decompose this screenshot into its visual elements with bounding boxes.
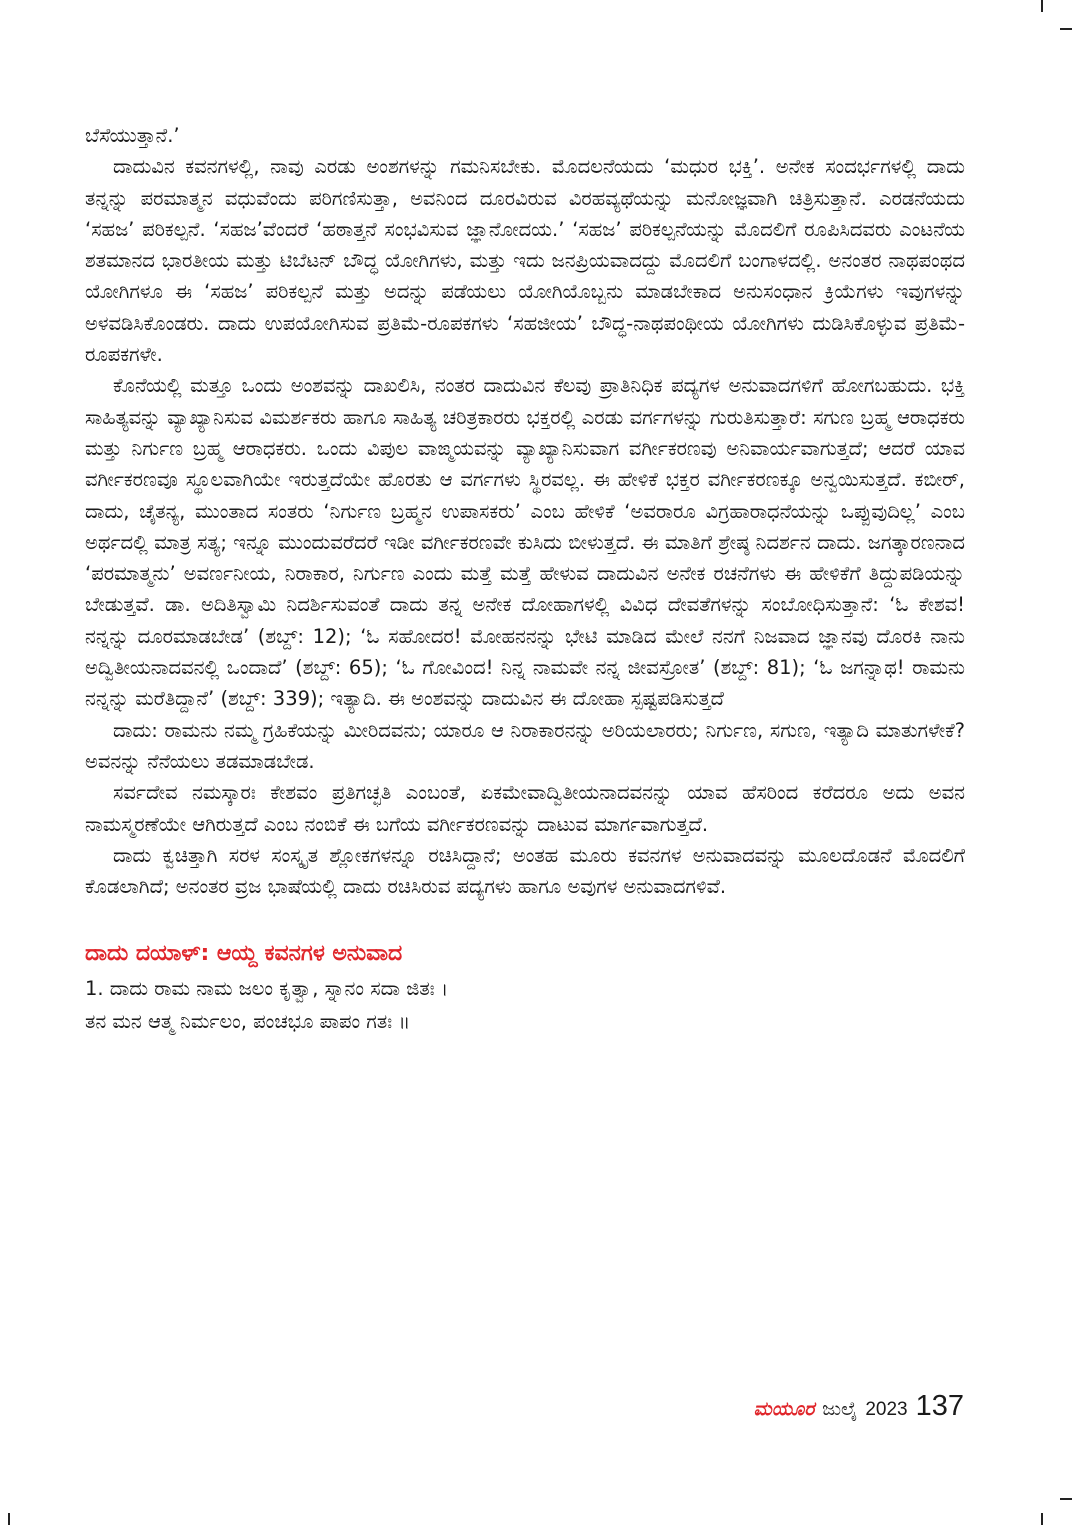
crop-mark: [1060, 28, 1072, 30]
crop-mark: [1041, 0, 1043, 12]
crop-mark: [1060, 1498, 1072, 1500]
paragraph: ದಾದುವಿನ ಕವನಗಳಲ್ಲಿ, ನಾವು ಎರಡು ಅಂಶಗಳನ್ನು ಗಮನಿಸಬೇಕು. ಮೊದಲನೆಯದು ‘ಮಧುರ ಭಕ್ತಿ’. ಅನೇಕ ಸಂದರ್ಭಗಳಲ್ಲಿ ದಾದು ತನ್ನನ್ನು ಪರಮಾತ್ಮನ ವಧುವೆಂದು ಪರಿಗಣಿಸುತ್ತಾ, ಅವನಿಂದ ದೂರವಿರುವ ವಿರಹವ್ಯಥೆಯನ್ನು ಮನೋಜ್ಞವಾಗಿ ಚಿತ್ರಿಸುತ್ತಾನೆ. ಎರಡನೆಯದು ‘ಸಹಜ’ ಪರಿಕಲ್ಪನೆ. ‘ಸಹಜ’ವೆಂದರೆ ‘ಹಠಾತ್ತನೆ ಸಂಭವಿಸುವ ಜ್ಞಾನೋದಯ.’ ‘ಸಹಜ’ ಪರಿಕಲ್ಪನೆಯನ್ನು ಮೊದಲಿಗೆ ರೂಪಿಸಿದವರು ಎಂಟನೆಯ ಶತಮಾನದ ಭಾರತೀಯ ಮತ್ತು ಟಿಬೆಟನ್ ಬೌದ್ಧ ಯೋಗಿಗಳು, ಮತ್ತು ಇದು ಜನಪ್ರಿಯವಾದದ್ದು ಮೊದಲಿಗೆ ಬಂಗಾಳದಲ್ಲಿ. ಅನಂತರ ನಾಥಪಂಥದ ಯೋಗಿಗಳೂ ಈ ‘ಸಹಜ’ ಪರಿಕಲ್ಪನೆ ಮತ್ತು ಅದನ್ನು ಪಡೆಯಲು ಯೋಗಿಯೊಬ್ಬನು ಮಾಡಬೇಕಾದ ಅನುಸಂಧಾನ ಕ್ರಿಯೆಗಳು ಇವುಗಳನ್ನು ಅಳವಡಿಸಿಕೊಂಡರು. ದಾದು ಉಪಯೋಗಿಸುವ ಪ್ರತಿಮೆ-ರೂಪಕಗಳು ‘ಸಹಜೀಯ’ ಬೌದ್ಧ-ನಾಥಪಂಥೀಯ ಯೋಗಿಗಳು ದುಡಿಸಿಕೊಳ್ಳುವ ಪ್ರತಿಮೆ-ರೂಪಕಗಳೇ.: [85, 155, 965, 367]
page-number: 137: [915, 1390, 964, 1422]
paragraph: ದಾದು ಕ್ವಚಿತ್ತಾಗಿ ಸರಳ ಸಂಸ್ಕೃತ ಶ್ಲೋಕಗಳನ್ನೂ ರಚಿಸಿದ್ದಾನೆ; ಅಂತಹ ಮೂರು ಕವನಗಳ ಅನುವಾದವನ್ನು ಮೂಲದೊಡನೆ ಮೊದಲಿಗೆ ಕೊಡಲಾಗಿದೆ; ಅನಂತರ ವ್ರಜ ಭಾಷೆಯಲ್ಲಿ ದಾದು ರಚಿಸಿರುವ ಪದ್ಯಗಳು ಹಾಗೂ ಅವುಗಳ ಅನುವಾದಗಳಿವೆ.: [85, 843, 965, 899]
issue-month: ಜುಲೈ: [822, 1398, 858, 1420]
magazine-logo: ಮಯೂರ: [753, 1398, 815, 1420]
paragraph: ಕೊನೆಯಲ್ಲಿ ಮತ್ತೂ ಒಂದು ಅಂಶವನ್ನು ದಾಖಲಿಸಿ, ನಂತರ ದಾದುವಿನ ಕೆಲವು ಪ್ರಾತಿನಿಧಿಕ ಪದ್ಯಗಳ ಅನುವಾದಗಳಿಗೆ ಹೋಗಬಹುದು. ಭಕ್ತಿ ಸಾಹಿತ್ಯವನ್ನು ವ್ಯಾಖ್ಯಾನಿಸುವ ವಿಮರ್ಶಕರು ಹಾಗೂ ಸಾಹಿತ್ಯ ಚರಿತ್ರಕಾರರು ಭಕ್ತರಲ್ಲಿ ಎರಡು ವರ್ಗಗಳನ್ನು ಗುರುತಿಸುತ್ತಾರೆ: ಸಗುಣ ಬ್ರಹ್ಮ ಆರಾಧಕರು ಮತ್ತು ನಿರ್ಗುಣ ಬ್ರಹ್ಮ ಆರಾಧಕರು. ಒಂದು ವಿಪುಲ ವಾಙ್ಮಯವನ್ನು ವ್ಯಾಖ್ಯಾನಿಸುವಾಗ ವರ್ಗೀಕರಣವು ಅನಿವಾರ್ಯವಾಗುತ್ತದೆ; ಆದರೆ ಯಾವ ವರ್ಗೀಕರಣವೂ ಸ್ಥೂಲವಾಗಿಯೇ ಇರುತ್ತದೆಯೇ ಹೊರತು ಆ ವರ್ಗಗಳು ಸ್ಥಿರವಲ್ಲ. ಈ ಹೇಳಿಕೆ ಭಕ್ತರ ವರ್ಗೀಕರಣಕ್ಕೂ ಅನ್ವಯಿಸುತ್ತದೆ. ಕಬೀರ್, ದಾದು, ಚೈತನ್ಯ, ಮುಂತಾದ ಸಂತರು ‘ನಿರ್ಗುಣ ಬ್ರಹ್ಮನ ಉಪಾಸಕರು’ ಎಂಬ ಹೇಳಿಕೆ ‘ಅವರಾರೂ ವಿಗ್ರಹಾರಾಧನೆಯನ್ನು ಒಪ್ಪುವುದಿಲ್ಲ’ ಎಂಬ ಅರ್ಥದಲ್ಲಿ ಮಾತ್ರ ಸತ್ಯ; ಇನ್ನೂ ಮುಂದುವರೆದರೆ ಇಡೀ ವರ್ಗೀಕರಣವೇ ಕುಸಿದು ಬೀಳುತ್ತದೆ. ಈ ಮಾತಿಗೆ ಶ್ರೇಷ್ಠ ನಿದರ್ಶನ ದಾದು. ಜಗತ್ಕಾರಣನಾದ ‘ಪರಮಾತ್ಮನು’ ಅವರ್ಣನೀಯ, ನಿರಾಕಾರ, ನಿರ್ಗುಣ ಎಂದು ಮತ್ತೆ ಮತ್ತೆ ಹೇಳುವ ದಾದುವಿನ ಅನೇಕ ರಚನೆಗಳು ಈ ಹೇಳಿಕೆಗೆ ತಿದ್ದುಪಡಿಯನ್ನು ಬೇಡುತ್ತವೆ. ಡಾ. ಅದಿತಿಸ್ವಾಮಿ ನಿದರ್ಶಿಸುವಂತೆ ದಾದು ತನ್ನ ಅನೇಕ ದೋಹಾಗಳಲ್ಲಿ ವಿವಿಧ ದೇವತೆಗಳನ್ನು ಸಂಬೋಧಿಸುತ್ತಾನೆ: ‘ಓ ಕೇಶವ! ನನ್ನನ್ನು ದೂರಮಾಡಬೇಡ’ (ಶಬ್ದ್: 12); ‘ಓ ಸಹೋದರ! ಮೋಹನನನ್ನು ಭೇಟಿ ಮಾಡಿದ ಮೇಲೆ ನನಗೆ ನಿಜವಾದ ಜ್ಞಾನವು ದೊರಕಿ ನಾನು ಅದ್ವಿತೀಯನಾದವನಲ್ಲಿ ಒಂದಾದೆ’ (ಶಬ್ದ್: 65); ‘ಓ ಗೋವಿಂದ! ನಿನ್ನ ನಾಮವೇ ನನ್ನ ಜೀವಸ್ರೋತ’ (ಶಬ್ದ್: 81); ‘ಓ ಜಗನ್ನಾಥ! ರಾಮನು ನನ್ನನ್ನು ಮರೆತಿದ್ದಾನೆ’ (ಶಬ್ದ್: 339); ಇತ್ಯಾದಿ. ಈ ಅಂಶವನ್ನು ದಾದುವಿನ ಈ ದೋಹಾ ಸ್ಪಷ್ಟಪಡಿಸುತ್ತದೆ: [85, 374, 965, 711]
article-body: [85, 120, 965, 1038]
verse-line: 1. ದಾದು ರಾಮ ನಾಮ ಜಲಂ ಕೃತ್ವಾ, ಸ್ನಾನಂ ಸದಾ ಜಿತಃ ।: [85, 977, 449, 1001]
paragraph: ದಾದು: ರಾಮನು ನಮ್ಮ ಗ್ರಹಿಕೆಯನ್ನು ಮೀರಿದವನು; ಯಾರೂ ಆ ನಿರಾಕಾರನನ್ನು ಅರಿಯಲಾರರು; ನಿರ್ಗುಣ, ಸಗುಣ, ಇತ್ಯಾದಿ ಮಾತುಗಳೇಕೆ? ಅವನನ್ನು ನೆನೆಯಲು ತಡಮಾಡಬೇಡ.: [85, 718, 965, 773]
paragraph-continuation: ಬೆಸೆಯುತ್ತಾನೆ.’: [85, 124, 180, 147]
section-title: ದಾದು ದಯಾಳ್: ಆಯ್ದ ಕವನಗಳ ಅನುವಾದ: [85, 941, 403, 967]
paragraph: ಸರ್ವದೇವ ನಮಸ್ಕಾರಃ ಕೇಶವಂ ಪ್ರತಿಗಚ್ಛತಿ ಎಂಬಂತೆ, ಏಕಮೇವಾದ್ವಿತೀಯನಾದವನನ್ನು ಯಾವ ಹೆಸರಿಂದ ಕರೆದರೂ ಅದು ಅವನ ನಾಮಸ್ಮರಣೆಯೇ ಆಗಿರುತ್ತದೆ ಎಂಬ ನಂಬಿಕೆ ಈ ಬಗೆಯ ವರ್ಗೀಕರಣವನ್ನು ದಾಟುವ ಮಾರ್ಗವಾಗುತ್ತದೆ.: [85, 781, 965, 836]
crop-mark: [1041, 1513, 1043, 1525]
page-footer: [754, 1390, 964, 1430]
verse-line: ತನ ಮನ ಆತ್ಮ ನಿರ್ಮಲಂ, ಪಂಚಭೂ ಪಾಪಂ ಗತಃ ॥: [85, 1010, 411, 1034]
issue-year: 2023: [865, 1399, 908, 1420]
crop-mark: [8, 1513, 10, 1525]
